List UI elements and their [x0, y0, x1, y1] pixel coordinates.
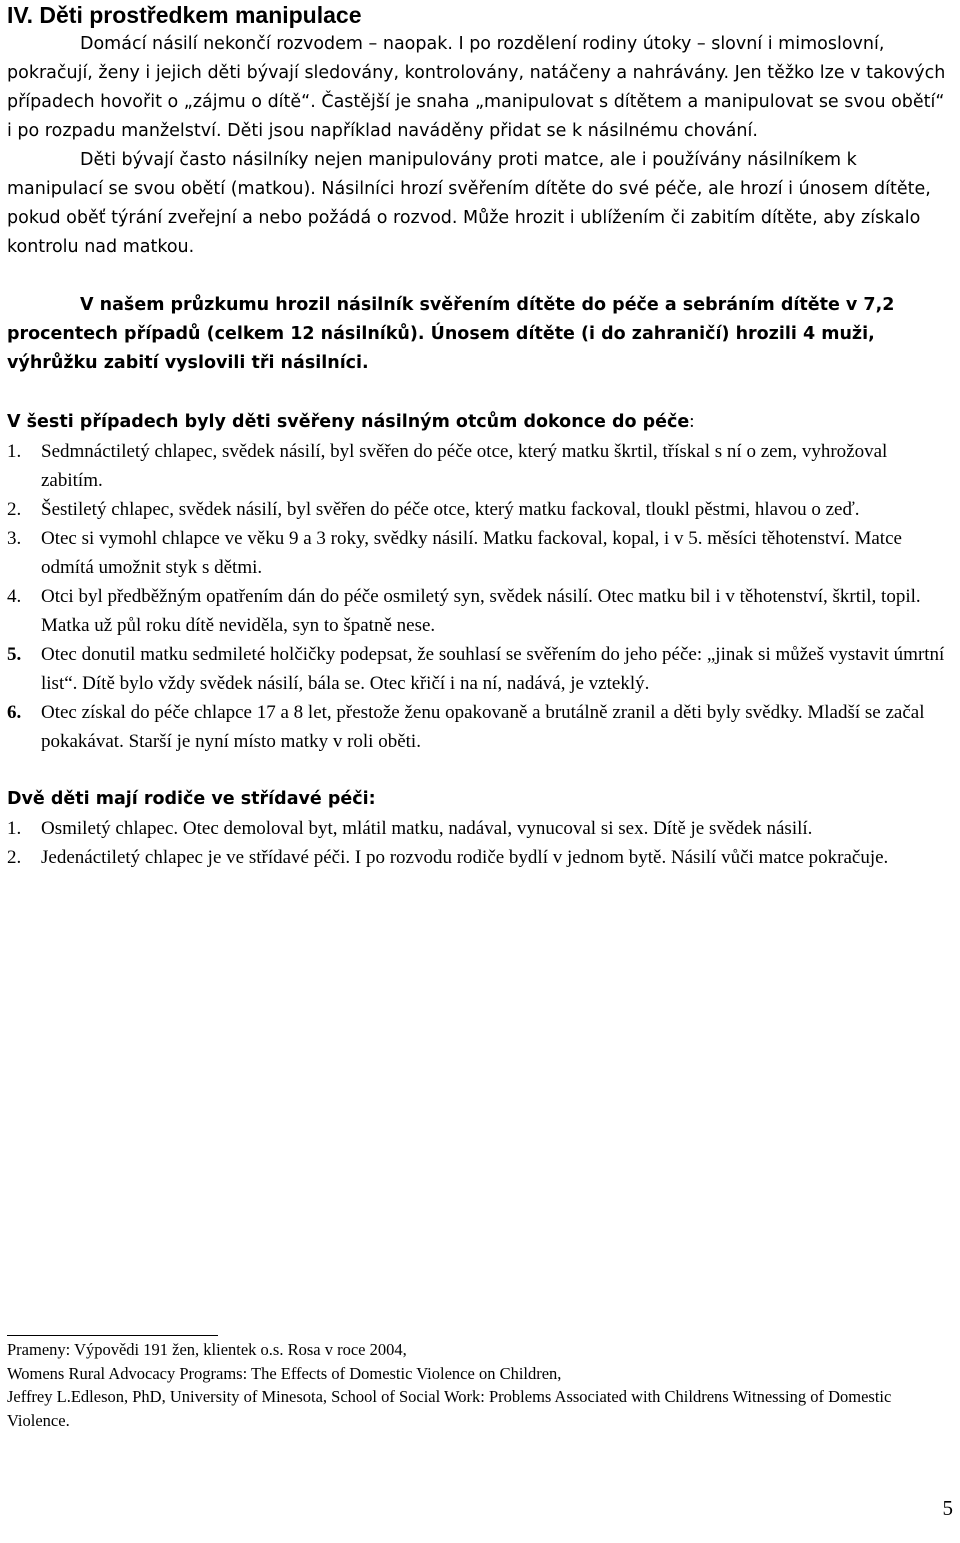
- list-number: 2.: [7, 499, 22, 520]
- list-text: Sedmnáctiletý chlapec, svědek násilí, byl svěřen do péče otce, který matku škrtil, třískal s ní o zem, vyhrožoval zabitím.: [41, 441, 888, 491]
- six-cases-heading-colon: :: [689, 411, 695, 432]
- list-item: [7, 495, 947, 524]
- list-item: [7, 843, 947, 872]
- list-item: [7, 698, 947, 756]
- list-number: 6.: [7, 702, 22, 723]
- footnote-line: Prameny: Výpovědi 191 žen, klientek o.s. Rosa v roce 2004,: [7, 1340, 407, 1359]
- document-page: [7, 0, 947, 872]
- six-cases-list: [7, 437, 947, 756]
- list-text: Jedenáctiletý chlapec je ve střídavé péči. I po rozvodu rodiče bydlí v jednom bytě. Násilí vůči matce pokračuje.: [41, 847, 889, 868]
- list-text: Otci byl předběžným opatřením dán do péče osmiletý syn, svědek násilí. Otec matku bil i v těhotenství, škrtil, topil. Matka už půl roku dítě neviděla, syn to špatně nese.: [41, 586, 921, 636]
- list-item: [7, 437, 947, 495]
- list-text: Osmiletý chlapec. Otec demoloval byt, mlátil matku, nadával, vynucoval si sex. Dítě je svědek násilí.: [41, 818, 813, 839]
- list-number: 1.: [7, 818, 22, 839]
- footnotes: [7, 1338, 947, 1432]
- list-number: 4.: [7, 586, 22, 607]
- list-number: 5.: [7, 644, 22, 665]
- spacer: [7, 262, 947, 291]
- list-item: [7, 524, 947, 582]
- list-text: Otec si vymohl chlapce ve věku 9 a 3 roky, svědky násilí. Matku fackoval, kopal, i v 5. měsíci těhotenství. Matce odmítá umožnit styk s dětmi.: [41, 528, 902, 578]
- six-cases-heading: [7, 407, 947, 437]
- list-text: Otec získal do péče chlapce 17 a 8 let, přestože ženu opakovaně a brutálně zranil a děti byly svědky. Mladší se začal pokakávat. Starší je nyní místo matky v roli oběti.: [41, 702, 925, 752]
- list-number: 3.: [7, 528, 22, 549]
- alternating-list: [7, 814, 947, 872]
- intro-paragraph-2: Děti bývají často násilníky nejen manipulovány proti matce, ale i používány násilníkem k manipulací se svou obětí (matkou). Násilníci hrozí svěřením dítěte do své péče, ale hrozí i únosem dítěte, pokud oběť týrání zveřejní a nebo požádá o rozvod. Může hrozit i ublížením či zabitím dítěte, aby získalo kontrolu nad matkou.: [7, 150, 931, 257]
- intro-paragraph-1: Domácí násilí nekončí rozvodem – naopak. I po rozdělení rodiny útoky – slovní i mimoslovní, pokračují, ženy i jejich děti bývají sledovány, kontrolovány, natáčeny a nahrávány. Jen těžko lze v takových případech hovořit o „zájmu o dítě“. Častější je snaha „manipulovat s dítětem a manipulovat se svou obětí“ i po rozpadu manželství. Děti jsou například naváděny přidat se k násilnému chování.: [7, 34, 946, 141]
- spacer: [7, 378, 947, 407]
- spacer: [7, 756, 947, 785]
- page-number: 5: [942, 1496, 953, 1520]
- survey-paragraph: V našem průzkumu hrozil násilník svěřením dítěte do péče a sebráním dítěte v 7,2 procentech případů (celkem 12 násilníků). Únosem dítěte (i do zahraničí) hrozili 4 muži, výhrůžku zabití vyslovili tři násilníci.: [7, 295, 895, 373]
- alternating-heading: Dvě děti mají rodiče ve střídavé péči:: [7, 789, 376, 809]
- list-item: [7, 814, 947, 843]
- list-item: [7, 582, 947, 640]
- footnote-line: Womens Rural Advocacy Programs: The Effects of Domestic Violence on Children,: [7, 1363, 562, 1383]
- list-text: Šestiletý chlapec, svědek násilí, byl svěřen do péče otce, který matku fackoval, tloukl pěstmi, hlavou o zeď.: [41, 499, 860, 520]
- list-text: Otec donutil matku sedmileté holčičky podepsat, že souhlasí se svěřením do jeho péče: „jinak si můžeš vystavit úmrtní list“. Dítě bylo vždy svědek násilí, bála se. Otec křičí i na ní, nadává, je vzteklý.: [41, 644, 945, 694]
- list-number: 2.: [7, 847, 22, 868]
- footnote-divider: [7, 1335, 218, 1336]
- list-number: 1.: [7, 441, 22, 462]
- footnote-line: Jeffrey L.Edleson, PhD, University of Minesota, School of Social Work: Problems Associated with Childrens Witnessing of Domestic Violence.: [7, 1387, 892, 1430]
- six-cases-heading-text: V šesti případech byly děti svěřeny násilným otcům dokonce do péče: [7, 412, 690, 432]
- section-heading: IV. Děti prostředkem manipulace: [7, 2, 362, 28]
- list-item: [7, 640, 947, 698]
